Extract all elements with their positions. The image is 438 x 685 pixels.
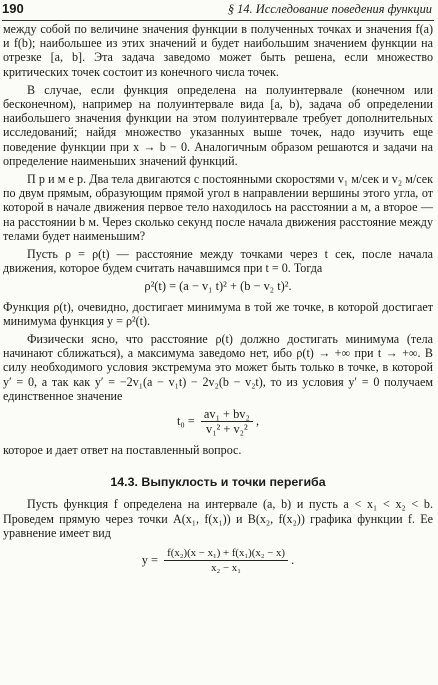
formula-tail: , — [255, 413, 260, 428]
fraction-numerator: av₁ + bv₂ — [201, 407, 253, 422]
formula-lhs: t₀ = — [176, 413, 195, 428]
formula-lhs: y = — [141, 552, 159, 567]
page-body — [3, 22, 433, 582]
paragraph: Пусть ρ = ρ(t) — расстояние между точками через t сек, после начала движения, которое будем считать начавшимся при t = 0. Тогда — [3, 247, 433, 276]
formula-line — [3, 546, 433, 576]
formula-tail: . — [291, 552, 295, 567]
running-title: § 14. Исследование поведения функции — [227, 2, 432, 16]
fraction-denominator: x₂ − x₁ — [211, 562, 241, 575]
paragraph: Функция ρ(t), очевидно, достигает минимума в той же точке, в которой достигает минимума функция y = ρ²(t). — [3, 299, 433, 328]
formula-t0 — [3, 407, 433, 437]
paragraph: П р и м е р. Два тела двигаются с постоянными скоростями v₁ м/сек и v₂ м/сек по двум прямым, образующим прямой угол в направлении вершины этого угла, от которой в начале движения первое тело находилось на расстоянии a м, а второе — на расстоянии b м. Через сколько секунд после начала движения расстояние между телами будет наименьшим? — [3, 172, 433, 243]
fraction — [164, 546, 288, 576]
page-number: 190 — [2, 1, 24, 16]
fraction-denominator: v₁² + v₂² — [206, 422, 248, 437]
page-header — [2, 1, 432, 18]
header-rule — [2, 20, 434, 21]
paragraph: Пусть функция f определена на интервале (a, b) и пусть a < x₁ < x₂ < b. Проведем прямую через точки A(x₁, f(x₁)) и B(x₂, f(x₂)) графика функции f. Ее уравнение имеет вид — [3, 497, 433, 540]
paragraph: которое и дает ответ на поставленный вопрос. — [3, 443, 242, 458]
fraction — [201, 407, 253, 437]
paragraph: Физически ясно, что расстояние ρ(t) должно достигать минимума (тела начинают сближаться), а максимума заведомо нет, ибо ρ(t) → +∞ при t → +∞. В силу необходимого условия экстремума это может быть только в точке, в которой y′ = 0, а так как y′ = −2v₁(a − v₁t) − 2v₂(b − v₂t), то из условия y′ = 0 получаем единственное значение — [3, 332, 433, 403]
paragraph: между собой по величине значения функции в полученных точках и значения f(a) и f(b); наибольшее из этих значений и будет наибольшим значением функции на отрезке [a, b]. Эта задача заведомо может быть решена, если множество критических точек состоит из конечного числа точек. — [3, 22, 433, 79]
section-title: 14.3. Выпуклость и точки перегиба — [110, 475, 326, 490]
fraction-numerator: f(x₂)(x − x₁) + f(x₁)(x₂ − x) — [164, 546, 288, 561]
paragraph: В случае, если функция определена на полуинтервале (конечном или бесконечном), например на полуинтервале вида [a, b), задача об определении наибольшего значения функции на этом полуинтервале требует дополнительных исследований; найдя множество указанных выше точек, надо изучить еще поведение функции при x → b − 0. Аналогичным образом решаются и задачи на определение наименьших значений функций. — [3, 82, 433, 168]
formula-distance: ρ²(t) = (a − v₁ t)² + (b − v₂ t)². — [144, 279, 292, 294]
